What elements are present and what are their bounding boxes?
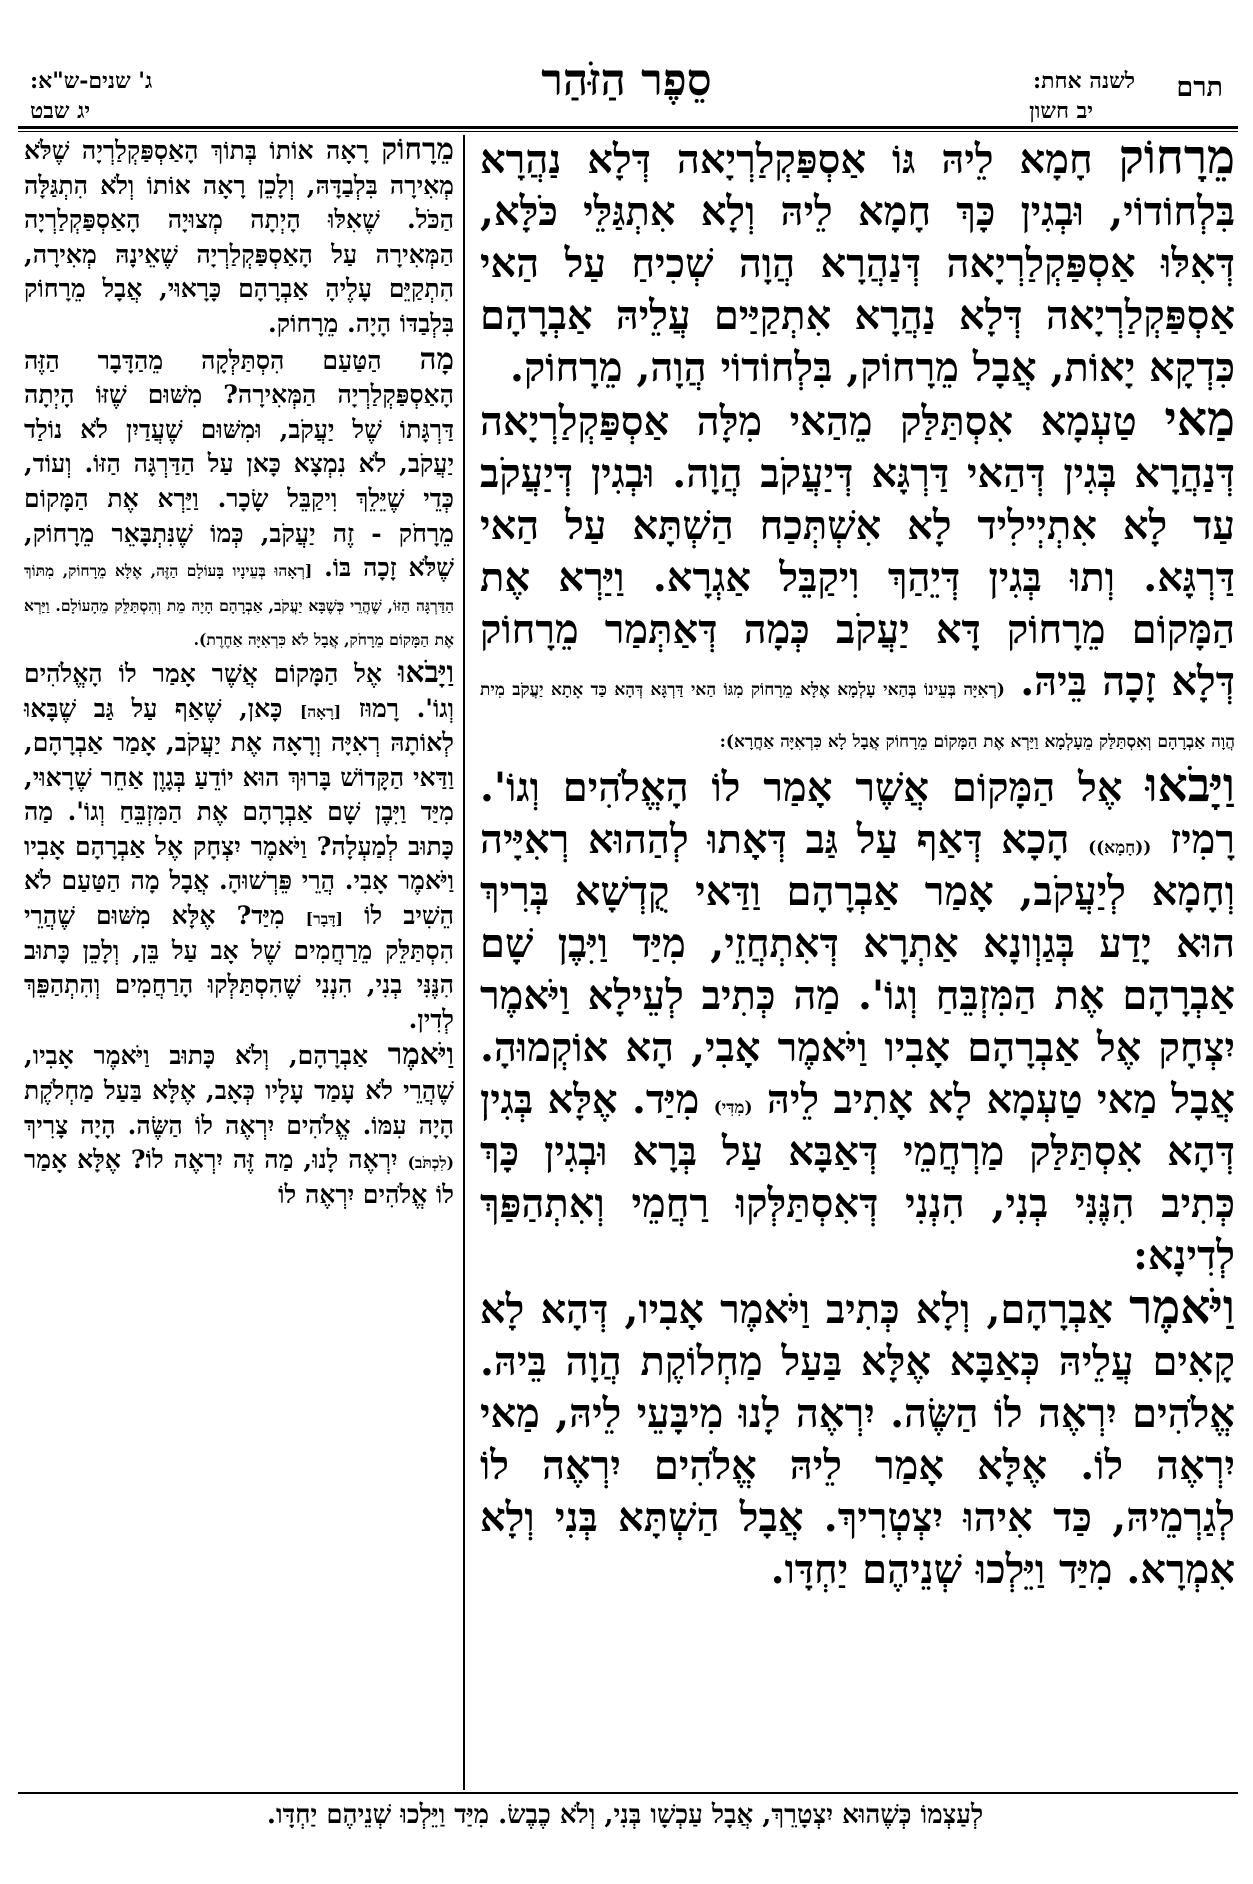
header-rule [18,126,1238,129]
main-p3-cont: הָכָא דְּאַף עַל גַּב דְּאָתוּ לְהַהוּא רְאִיָּיה וְחָמָא לְיַעֲקֹב, אָמַר אַבְרָהָם וַדַּאי קֻדְשָׁא בְּרִיךְ הוּא יָדַע בְּגַוְונָא אַתְרָא דְּאִתְחֲזֵי, מִיַּד וַיִּבֶן שָׁם אַבְרָהָם אֶת הַמִּזְבֵּחַ וְגוֹ'. מַה כְּתִיב לְעֵילָא וַיֹּאמֶר יִצְחָק אֶל אַבְרָהָם אָבִיו וַיֹּאמֶר אָבִי, הָא אוֹקְמוּהָ. אֲבָל מַאי טַעְמָא לָא אָתִיב לֵיהּ [480,816,1235,1123]
side-paragraph-2 [24,342,454,655]
side-p3-text: אֶל הַמָּקוֹם אֲשֶׁר אָמַר לוֹ הָאֱלֹהִים וְגוֹ'. רָמוּז [24,658,454,723]
side-p4-text: אַבְרָהָם, וְלֹא כָּתוּב וַיֹּאמֶר אָבִיו, שֶׁהֲרֵי לֹא עָמַד עָלָיו כְּאָב, אֶלָּא בַּעַל מַחְלֹקֶת הָיָה עִמּוֹ. אֱלֹהִים יִרְאֶה לוֹ הַשֶּׂה. הָיָה צָרִיךְ [24,1041,454,1140]
main-p4-text: אַבְרָהָם, וְלָא כְּתִיב וַיֹּאמֶר אָבִיו, דְּהָא לָא קָאִים עֲלֵיהּ כְּאַבָּא אֶלָּא בַּעַל מַחְלוֹקֶת הֲוָה בֵּיהּ. אֱלֹהִים יִרְאֶה לוֹ הַשֶּׂה. יִרְאֶה לָנוּ מִיבָּעֵי לֵיהּ, מַאי יִרְאֶה לוֹ. אֶלָּא אָמַר לֵיהּ אֱלֹהִים יִרְאֶה לוֹ לְגַרְמֵיהּ, כַּד אִיהוּ יִצְטְרִיךְ. אֲבָל הַשְׁתָּא בְּנִי וְלָא אִמְרָא. מִיַּד וַיֵּלְכוּ שְׁנֵיהֶם יַחְדָּו. [480,1286,1235,1593]
side-p2-note: [רְאָהוּ בְּעֵינָיו בָּעוֹלָם הַזֶּה, אֶלָּא מֵרָחוֹק, מִתּוֹךְ הַדַּרְגָּה הַזּוֹ, שֶׁהֲרֵי כְּשֶׁבָּא יַעֲקֹב, אַבְרָהָם הָיָה מֵת וְהִסְתַּלֵּק מֵהָעוֹלָם. וַיַּרְא אֶת הַמָּקוֹם מֵרָחֹק, אֲבָל לֹא כִּרְאִיָּה אַחֶרֶת). [24,561,454,650]
main-paragraph-1 [480,132,1235,394]
side-p2-text: הַטַּעַם הִסְתַּלְּקָה מֵהַדָּבָר הַזֶּה הָאַסְפַּקְלַרְיָה הַמְּאִירָה? מִשּׁוּם שֶׁזּוֹ הָיְתָה דַּרְגָּתוֹ שֶׁל יַעֲקֹב, וּמִשּׁוּם שֶׁעֲדַיִן לֹא נוֹלַד יַעֲקֹב, לֹא נִמְצָא כָּאן עַל הַדַּרְגָּה הַזּוֹ. וְעוֹד, כְּדֵי שֶׁיֵּלֵךְ וִיקַבֵּל שָׂכָר. וַיַּרְא אֶת הַמָּקוֹם מֵרָחֹק - זֶה יַעֲקֹב, כְּמוֹ שֶׁנִּתְבָּאֵר מֵרָחוֹק, שֶׁלֹּא זָכָה בּוֹ. [24,345,454,583]
main-p3-lead: וַיָּבֹאוּ [1145,758,1235,813]
hebrew-translation-column [24,132,454,1212]
schedule-one-year: לשנה אחת: [1032,68,1135,94]
main-p3-text: אֶל הַמָּקוֹם אֲשֶׁר אָמַר לוֹ הָאֱלֹהִים וְגוֹ'. רָמִיז [480,764,1236,863]
side-paragraph-4 [24,1037,454,1212]
side-p1-lead: מֵרָחוֹק [381,131,454,166]
schedule-one-year-date: יב חשון [1029,98,1093,124]
main-p2-text: טַעְמָא אִסְתַּלַּק מֵהַאי מִלָּה אַסְפַּקְלַרְיָאה דְּנַהֲרָא בְּגִין דְּהַאי דַּרְגָּא דְּיַעֲקֹב הֲוָה. וּבְגִין דְּיַעֲקֹב עַד לָא אִתְיְילִיד לָא אִשְׁתְּכַח הַשְׁתָּא עַל הַאי דַּרְגָּא. וְתוּ בְּגִין דְּיֵהַךְ וִיקַבֵּל אַגְרָא. וַיַּרְא אֶת הַמָּקוֹם מֵרָחוֹק דָּא יַעֲקֹב כְּמָה דְּאַתְּמַר מֵרָחוֹק דְּלָא זָכָה בֵּיהּ. [480,398,1235,705]
main-p3-end: מִיַּד. אֶלָּא בְּגִין דְּהָא אִסְתַּלַּק מַרְחֲמֵי דְּאַבָּא עַל בְּרָא וּבְגִין כָּךְ כְּתִיב הִנֶּנִּי בְנִי, הִנְנִי דְּאִסְתַּלְּקוּ רַחֲמֵי וְאִתְהַפַּךְ לְדִינָא: [480,1076,1235,1279]
main-p3-note2: (מִדִּי) [713,1098,753,1118]
side-p3-cont: כָּאן, שֶׁאַף עַל גַּב שֶׁבָּאוּ לְאוֹתָהּ רְאִיָּה וְרָאָה אֶת יַעֲקֹב, אָמַר אַבְרָהָם, וַדַּאי הַקָּדוֹשׁ בָּרוּךְ הוּא יוֹדֵעַ בְּגָוֶן אַחֵר שֶׁרָאוּי, מִיַּד וַיִּבֶן שָׁם אַבְרָהָם אֶת הַמִּזְבֵּחַ וְגוֹ'. מַה כָּתוּב לְמַעְלָה? וַיֹּאמֶר יִצְחָק אֶל אַבְרָהָם אָבִיו וַיֹּאמֶר אָבִי. הֲרֵי פֵּרְשׁוּהָ. אֲבָל מָה הַטַּעַם לֹא הֵשִׁיב לוֹ [24,693,454,931]
page-number: תרם [1176,72,1223,103]
side-p3-note: [רָאָה] [299,701,342,721]
main-p1-text: חָמָא לֵיהּ גּוֹ אַסְפַּקְלַרְיָאה דְּלָא נַהֲרָא בִּלְחוֹדוֹי, וּבְגִין כָּךְ חָמָא לֵיהּ וְלָא אִתְגַּלֵּי כֹּלָּא, דְּאִלּוּ אַסְפַּקְלַרְיָאה דְּנַהֲרָא הֲוָה שְׁכִיחַ עַל הַאי אַסְפַּקְלַרְיָאה דְּלָא נַהֲרָא אִתְקַיַּים עֲלֵיהּ אַבְרָהָם כִּדְקָא יָאוֹת, אֲבָל מֵרָחוֹק, בִּלְחוֹדוֹי הֲוָה, מֵרָחוֹק. [480,136,1235,391]
main-p2-lead: מַאי [1164,392,1235,447]
side-p3-note2: [דָּבָר] [305,909,343,929]
main-paragraph-2 [480,394,1235,760]
page-header [0,0,1253,124]
column-divider [463,135,465,1790]
main-p4-lead: וַיֹּאמֶר [1129,1280,1235,1335]
main-paragraph-4 [480,1282,1235,1596]
schedule-three-years-date: יג שבט [30,98,91,124]
side-p2-lead: מָה [419,340,454,376]
side-p4-cont: יִרְאֶה לָנוּ, מַה זֶּה יִרְאֶה לוֹ? אֶלָּא אָמַר לוֹ אֱלֹהִים יִרְאֶה לוֹ [24,1145,454,1209]
footer-continuation-line: לְעַצְמוֹ כְּשֶׁהוּא יִצְטָרֵךְ, אֲבָל עַכְשָׁו בְּנִי, וְלֹא כֶבֶשׂ. מִיַּד וַיֵּלְכוּ שְׁנֵיהֶם יַחְדָּו. [266,1800,984,1830]
main-paragraph-3 [480,760,1235,1282]
main-p3-note: ((חָמָא)) [1088,838,1152,858]
side-paragraph-1 [24,132,454,342]
side-paragraph-3 [24,655,454,1038]
main-p1-lead: מֵרָחוֹק [1118,130,1235,185]
main-p2-note: (רְאִיָּה בְּעֵינוֹ בְּהַאי עָלְמָא אֶלָּא מֵרָחוֹק מִגּוֹ הַאי דַּרְגָּא דְּהָא כַּד אָתָא יַעֲקֹב מִית הֲוָה אַבְרָהָם וְאִסְתַּלַּק מֵעָלְמָא וַיַּרְא אֶת הַמָּקוֹם מֵרָחוֹק אֲבָל לָא כִּרְאִיָּה אַחֲרָא): [480,680,1235,752]
book-title: סֵפֶר הַזֹּהַר [541,55,712,106]
side-p4-note: (לִכְתֹּב) [407,1153,454,1173]
side-p4-lead: וַיֹּאמֶר [387,1036,454,1072]
footer-rule [18,1792,1238,1794]
schedule-three-years: ג' שנים-ש"א: [30,68,153,94]
side-p3-end: מִיַּד? אֶלָּא מִשּׁוּם שֶׁהֲרֵי הִסְתַּלֵּק מֵרַחֲמִים שֶׁל אָב עַל בֵּן, וְלָכֵן כָּתוּב הִנֶּנִּי בְנִי, הִנְנִי שֶׁהִסְתַּלְּקוּ הָרַחֲמִים וְהִתְהַפֵּךְ לְדִין. [24,901,454,1034]
side-p3-lead: וַיָּבֹאוּ [398,653,454,689]
side-p1-text: רָאָה אוֹתוֹ בְּתוֹךְ הָאַסְפַּקְלַרְיָה שֶׁלֹּא מְאִירָה בִּלְבַדָּהּ, וְלָכֵן רָאָה אוֹתוֹ וְלֹא הִתְגַּלָּה הַכֹּל. שֶׁאִלּוּ הָיְתָה מְצוּיָה הָאַסְפַּקְלַרְיָה הַמְּאִירָה עַל הָאַסְפַּקְלַרְיָה שֶׁאֵינָהּ מְאִירָה, הִתְקַיֵּם עָלֶיהָ אַבְרָהָם כָּרָאוּי, אֲבָל מֵרָחוֹק בִּלְבַדּוֹ הָיָה. מֵרָחוֹק. [24,136,454,338]
aramaic-column [480,132,1235,1596]
